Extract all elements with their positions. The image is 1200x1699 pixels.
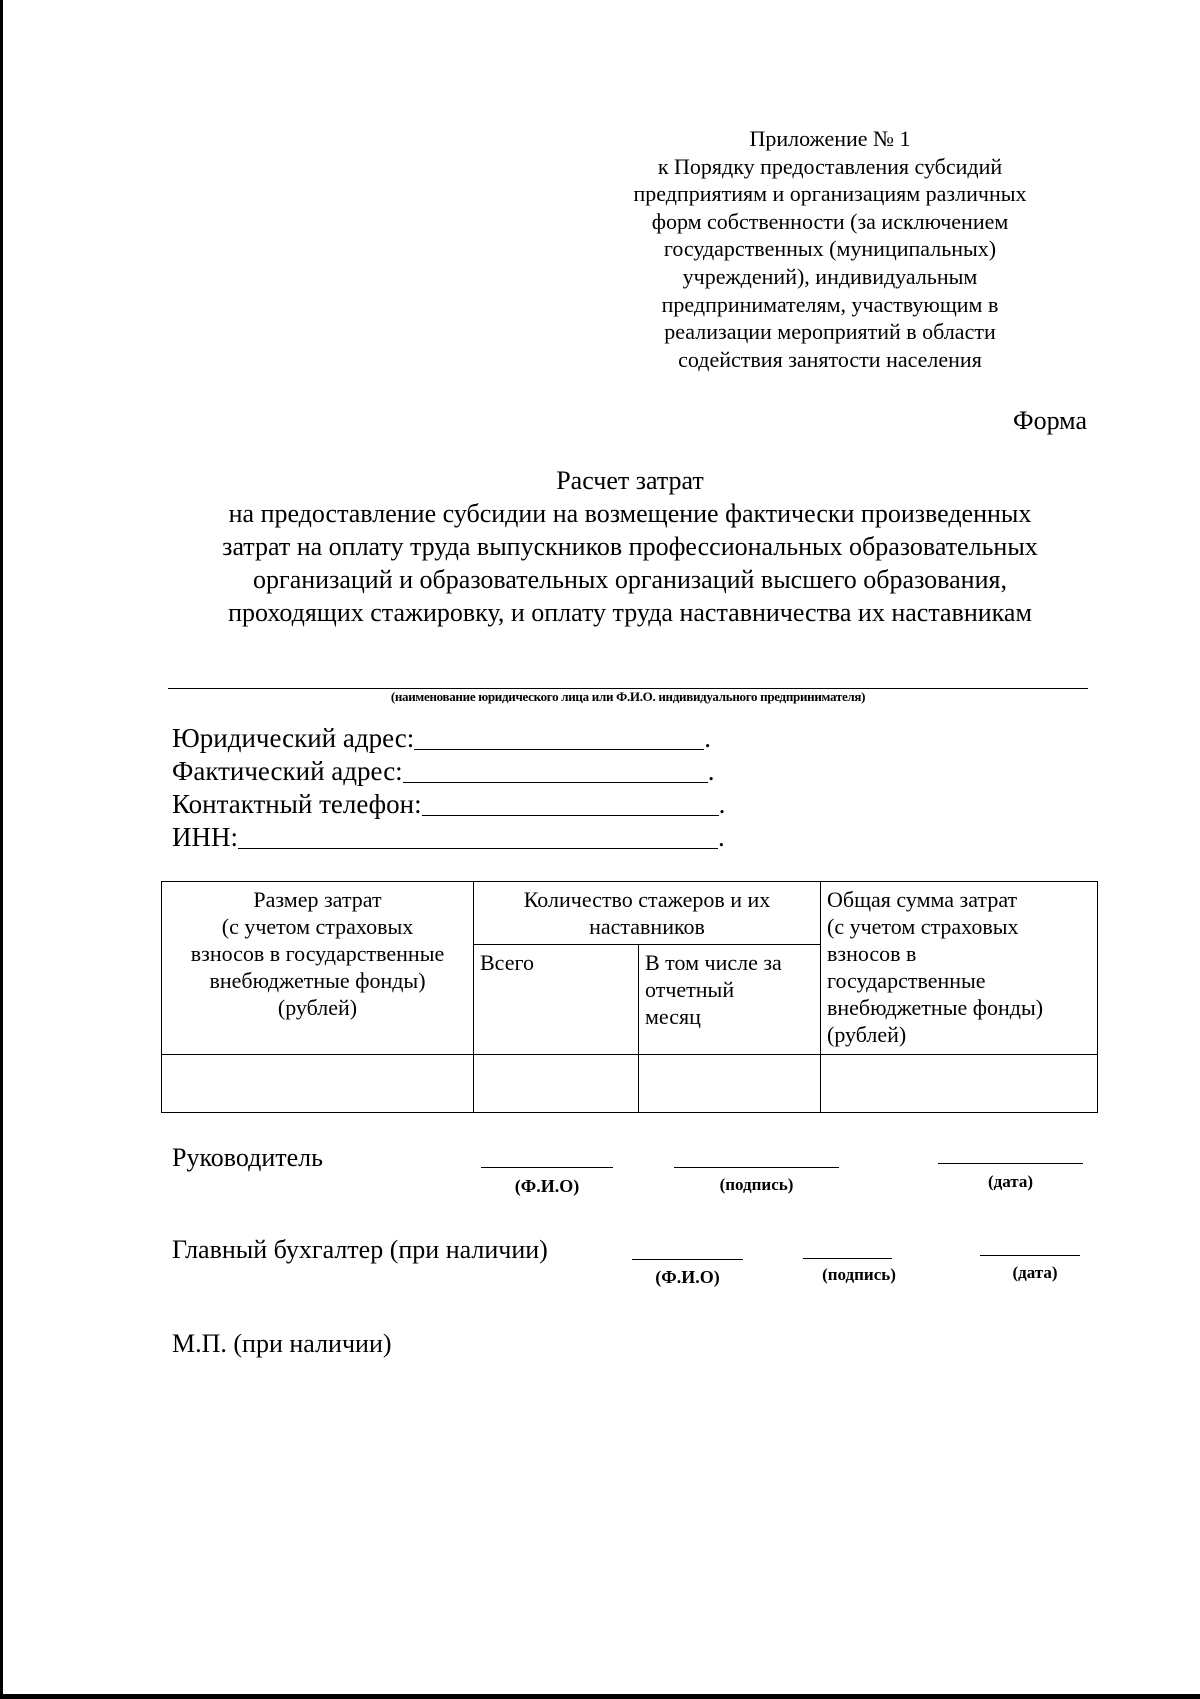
actual-address-label: Фактический адрес:	[172, 756, 403, 786]
data-cell-total-cost[interactable]	[821, 1055, 1098, 1113]
phone-blank[interactable]	[422, 788, 719, 816]
head-signature-caption: (подпись)	[719, 1175, 794, 1194]
appendix-line: реализации мероприятий в области	[664, 319, 996, 345]
field-dot: .	[707, 756, 715, 786]
appendix-line: предприятиям и организациям различных	[633, 181, 1027, 207]
title-line: затрат на оплату труда выпускников профессиональных образовательных	[222, 532, 1038, 561]
field-dot: .	[718, 822, 725, 852]
appendix-line: учреждений), индивидуальным	[682, 263, 978, 289]
title-line: Расчет затрат	[556, 466, 704, 495]
header-text: отчетный	[645, 977, 735, 1002]
legal-address-label: Юридический адрес:	[172, 723, 415, 753]
field-dot: .	[718, 789, 726, 819]
inn-blank[interactable]	[238, 821, 718, 849]
data-cell-cost-size[interactable]	[162, 1055, 474, 1113]
accountant-signature-line[interactable]	[803, 1258, 892, 1259]
header-text: (рублей)	[827, 1022, 907, 1047]
actual-address-blank[interactable]	[403, 755, 708, 783]
inn-label: ИНН:	[172, 822, 238, 852]
legal-address-blank[interactable]	[414, 722, 704, 750]
header-text: (с учетом страховых	[221, 914, 414, 939]
accountant-signature-caption: (подпись)	[822, 1265, 896, 1284]
phone-label: Контактный телефон:	[172, 789, 422, 819]
header-text: государственные	[827, 968, 986, 993]
header-text: Размер затрат	[253, 887, 382, 912]
accountant-date-caption: (дата)	[1012, 1263, 1058, 1282]
header-cost-size	[162, 882, 474, 1055]
appendix-block	[600, 125, 1060, 373]
header-total-cost	[821, 882, 1098, 1055]
header-text: взносов в государственные	[190, 941, 445, 966]
inn-field	[172, 821, 725, 853]
appendix-line: государственных (муниципальных)	[663, 236, 997, 262]
accountant-date-line[interactable]	[980, 1255, 1080, 1256]
accountant-fio-line[interactable]	[632, 1259, 743, 1260]
title-line: организаций и образовательных организаций высшего образования,	[253, 565, 1007, 594]
header-text: (рублей)	[277, 995, 358, 1020]
header-text: Количество стажеров и их	[523, 887, 771, 912]
appendix-line: Приложение № 1	[749, 126, 911, 151]
actual-address-field	[172, 755, 714, 787]
accountant-fio-caption: (Ф.И.О)	[655, 1267, 720, 1287]
org-name-caption: (наименование юридического лица или Ф.И.О. индивидуального предпринимателя)	[390, 689, 866, 704]
data-cell-total[interactable]	[474, 1055, 639, 1113]
head-date-caption: (дата)	[987, 1172, 1034, 1191]
header-total: Всего	[474, 945, 639, 1055]
appendix-line: содействия занятости населения	[678, 346, 982, 372]
title-line: проходящих стажировку, и оплату труда наставничества их наставникам	[228, 598, 1032, 627]
header-text: взносов в	[827, 941, 917, 966]
header-text: В том числе за	[645, 950, 782, 975]
header-text: месяц	[645, 1004, 701, 1029]
form-label: Форма	[1013, 406, 1087, 435]
legal-address-field	[172, 722, 711, 754]
head-date-line[interactable]	[938, 1163, 1083, 1164]
page-border-bottom	[0, 1694, 1200, 1699]
header-text: внебюджетные фонды)	[827, 995, 1044, 1020]
header-reporting-month	[639, 945, 821, 1055]
head-signature-line[interactable]	[674, 1167, 839, 1168]
header-text: Общая сумма затрат	[827, 887, 1018, 912]
header-text: (с учетом страховых	[827, 914, 1019, 939]
data-cell-reporting-month[interactable]	[639, 1055, 821, 1113]
head-fio-caption: (Ф.И.О)	[514, 1176, 580, 1196]
head-label: Руководитель	[172, 1143, 323, 1172]
header-text: наставников	[589, 914, 705, 939]
stamp-label: М.П. (при наличии)	[172, 1329, 392, 1358]
field-dot: .	[704, 723, 711, 753]
appendix-line: к Порядку предоставления субсидий	[657, 153, 1003, 179]
appendix-line: форм собственности (за исключением	[651, 208, 1009, 234]
phone-field	[172, 788, 725, 820]
appendix-line: предпринимателям, участвующим в	[661, 291, 999, 317]
head-fio-line[interactable]	[481, 1167, 613, 1168]
page-border-left	[0, 0, 3, 1699]
document-title	[100, 464, 1160, 629]
header-text: внебюджетные фонды)	[209, 968, 426, 993]
title-line: на предоставление субсидии на возмещение фактически произведенных	[228, 499, 1032, 528]
header-trainees-count	[474, 882, 821, 945]
accountant-label: Главный бухгалтер (при наличии)	[172, 1235, 548, 1264]
costs-table	[161, 881, 1098, 1113]
